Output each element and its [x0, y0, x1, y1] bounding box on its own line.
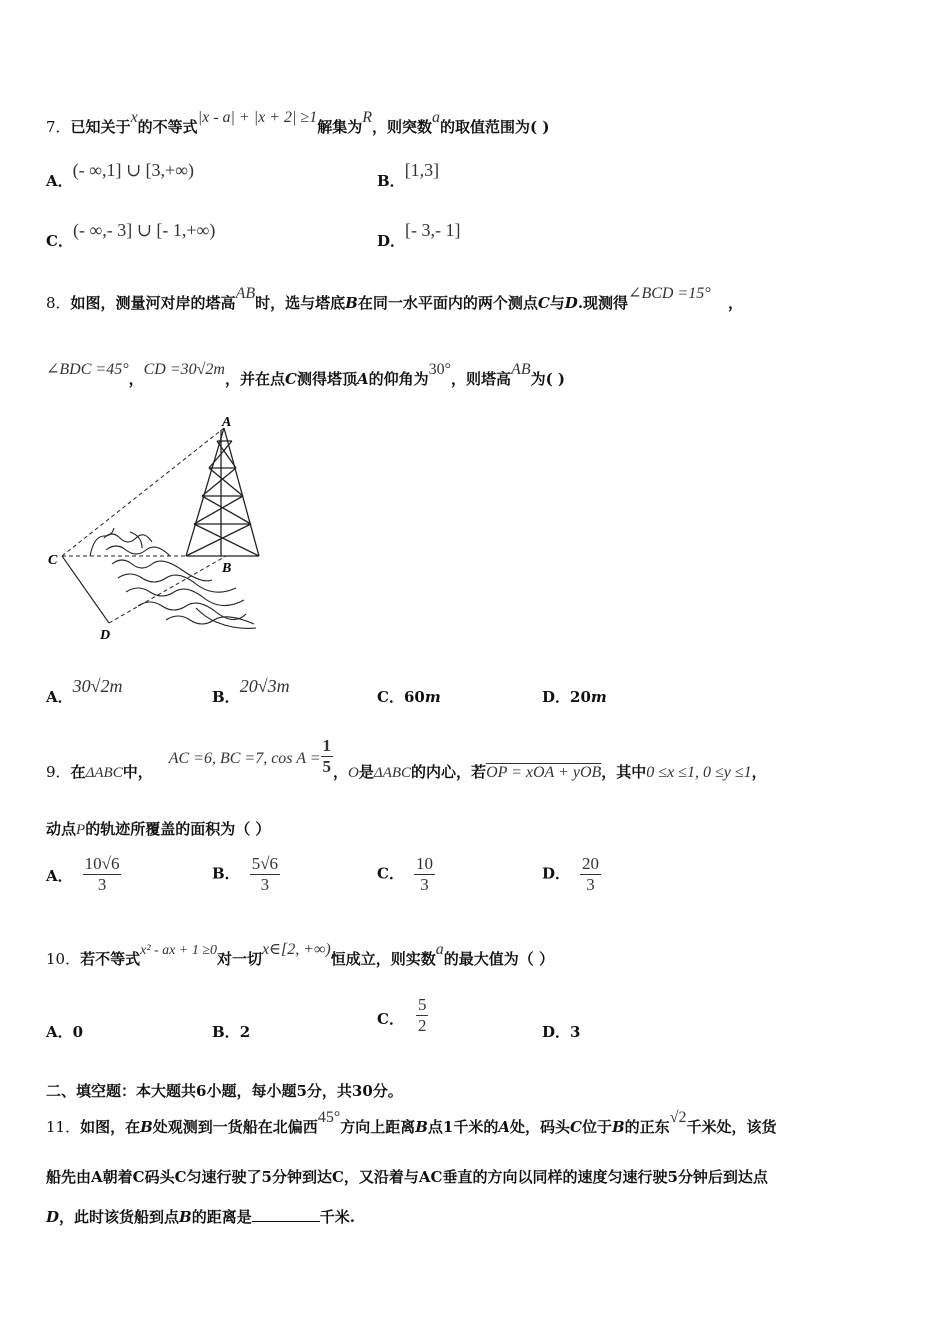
- frac-num: 10√6: [84, 854, 120, 873]
- q8-text: 在同一水平面内的两个测点: [357, 294, 538, 312]
- q11-text: 方向上距离: [340, 1118, 416, 1136]
- fig-label-a: A: [222, 415, 232, 430]
- q8-text: 测得塔顶: [296, 370, 357, 388]
- option-expr: [- 3,- 1]: [405, 220, 461, 240]
- q11-sqrt2: √2: [669, 1109, 687, 1126]
- option-label: C．: [377, 688, 404, 706]
- q11-text: 处观测到一货船在北偏西: [152, 1118, 318, 1136]
- q7-text: ，则突数: [371, 118, 432, 136]
- q9-text: 的轨迹所覆盖的面积为（ ）: [85, 820, 271, 838]
- q7-number: 7．: [46, 118, 71, 136]
- frac-den: 3: [420, 875, 429, 894]
- q10-var-a: a: [435, 941, 444, 958]
- q9-text: 动点: [46, 820, 77, 838]
- q11-var: B: [611, 1118, 625, 1136]
- frac-num: 20: [582, 854, 600, 873]
- frac-den: 5: [322, 757, 332, 776]
- frac-den: 3: [260, 875, 270, 894]
- frac-num: 5√6: [251, 854, 279, 873]
- q8-text: .现测得: [577, 294, 629, 312]
- q7-stem: [46, 109, 550, 137]
- q8-option-b[interactable]: [212, 676, 290, 707]
- q8-text: 为( ): [530, 370, 566, 388]
- q11-text: 的正东: [624, 1118, 670, 1136]
- q8-text: 时，选与塔底: [255, 294, 346, 312]
- q8-option-c[interactable]: [377, 686, 441, 707]
- q8-option-a[interactable]: [46, 676, 123, 707]
- option-label: B．: [212, 688, 240, 706]
- option-label: B．: [212, 864, 240, 883]
- option-label: D．: [542, 1023, 571, 1041]
- q10-text: 对一切: [217, 950, 263, 968]
- q9-triangle: ΔABC: [85, 764, 123, 781]
- option-label: A．: [46, 1023, 73, 1041]
- option-fraction: [250, 854, 280, 895]
- q9-var: P: [76, 822, 86, 838]
- option-label: D．: [542, 864, 571, 883]
- q9-option-d[interactable]: [542, 854, 601, 895]
- fig-label-b: B: [222, 561, 232, 576]
- option-label: A．: [46, 866, 73, 885]
- q8-tower-figure: [46, 408, 276, 648]
- fig-label-d: D: [100, 628, 111, 643]
- q11-angle: 45°: [317, 1109, 341, 1126]
- q9-vector-eq: OP = xOA + yOB: [486, 763, 602, 781]
- q9-text: ，: [751, 762, 767, 781]
- q8-option-d[interactable]: [542, 686, 607, 707]
- q11-text: 位于: [581, 1118, 612, 1136]
- q9-cos-fraction: [321, 736, 334, 777]
- q9-text: 是: [358, 762, 374, 781]
- option-fraction: [580, 854, 601, 895]
- q10-text: 若不等式: [80, 950, 141, 968]
- q7-text: 解集为: [317, 118, 363, 136]
- q11-text: 千米.: [319, 1208, 355, 1226]
- frac-den: 3: [586, 875, 595, 894]
- q10-inequality: x² - ax + 1 ≥0: [140, 943, 218, 958]
- option-expr: (- ∞,- 3] ∪ [- 1,+∞): [72, 220, 216, 240]
- q7-text: 已知关于: [70, 118, 131, 136]
- frac-num: 1: [322, 736, 332, 755]
- frac-num: 10: [415, 854, 433, 873]
- q8-angle-bcd: ∠BCD =15°: [628, 285, 711, 302]
- option-label: A．: [46, 172, 73, 190]
- q10-number: 10．: [46, 950, 81, 968]
- option-unit: m: [590, 688, 607, 706]
- option-expr: 2: [239, 1023, 251, 1041]
- option-fraction: [416, 995, 429, 1036]
- option-unit: m: [424, 688, 441, 706]
- q9-triangle: ΔABC: [373, 764, 412, 781]
- q8-text: 如图，测量河对岸的塔高: [70, 294, 236, 312]
- q8-text: ，并在点: [224, 370, 285, 388]
- q8-stem-line2: [46, 361, 566, 389]
- q8-var: AB: [235, 285, 256, 302]
- section-heading: 二、填空题：本大题共6小题，每小题5分，共30分。: [46, 1082, 403, 1100]
- q10-text: 恒成立，则实数: [330, 950, 436, 968]
- q8-text: ，: [128, 370, 144, 388]
- q8-var: B: [345, 294, 358, 312]
- q9-text: 在: [70, 762, 86, 781]
- option-expr: 60: [403, 688, 425, 706]
- q11-stem-line1: [46, 1109, 777, 1137]
- q7-option-a[interactable]: [46, 160, 195, 191]
- q9-text: ，: [333, 762, 349, 781]
- q10-stem: [46, 941, 554, 969]
- option-label: B．: [212, 1023, 240, 1041]
- q9-stem-line1: [46, 736, 767, 781]
- q9-var: O: [348, 764, 359, 781]
- frac-num: 5: [417, 995, 427, 1014]
- q11-number: 11．: [46, 1118, 81, 1136]
- q11-text: 千米处，该货: [686, 1118, 777, 1136]
- option-expr: 0: [72, 1023, 84, 1041]
- q8-elevation-angle: 30°: [428, 361, 452, 378]
- option-label: B．: [377, 172, 405, 190]
- q9-text: 的内心，若: [411, 762, 487, 781]
- q10-option-a[interactable]: [46, 1021, 83, 1042]
- q8-var: C: [537, 294, 550, 312]
- q8-var: A: [356, 370, 369, 388]
- q9-stem-line2: [46, 818, 270, 839]
- q7-text: 的取值范围为( ): [440, 118, 550, 136]
- frac-den: 2: [417, 1016, 427, 1035]
- q11-stem-line3: [46, 1206, 355, 1227]
- q9-option-c[interactable]: [377, 854, 435, 895]
- q9-text: 中，: [122, 762, 153, 781]
- q8-cd-length: CD =30√2m: [143, 361, 225, 378]
- q7-var-R: R: [362, 109, 372, 126]
- q9-option-b[interactable]: [212, 854, 280, 895]
- q11-var: B: [140, 1118, 153, 1136]
- q11-text: 点1千米的: [427, 1118, 499, 1136]
- tower-left-leg: [186, 428, 224, 556]
- option-label: A．: [46, 688, 73, 706]
- q11-text: ，此时该货船到点: [59, 1208, 180, 1226]
- q8-text: ，: [728, 294, 744, 312]
- q8-angle-bdc: ∠BDC =45°: [46, 361, 129, 378]
- q9-number: 9．: [46, 762, 71, 781]
- q8-text: 的仰角为: [368, 370, 429, 388]
- q11-var: D: [46, 1208, 60, 1226]
- option-expr: 20√3m: [239, 676, 290, 696]
- option-label: D．: [542, 688, 571, 706]
- option-label: D．: [377, 232, 406, 250]
- answer-blank[interactable]: [252, 1207, 320, 1222]
- q8-var: C: [285, 370, 297, 388]
- q7-var-a: a: [432, 109, 440, 126]
- q10-option-b[interactable]: [212, 1021, 250, 1042]
- option-label: C．: [46, 232, 73, 250]
- q8-number: 8．: [46, 294, 71, 312]
- option-fraction: [414, 854, 435, 895]
- q9-given: AC =6, BC =7, cos A =: [168, 749, 321, 767]
- option-expr: (- ∞,1] ∪ [3,+∞): [72, 160, 195, 180]
- option-expr: [1,3]: [404, 160, 440, 180]
- q10-option-d[interactable]: [542, 1021, 580, 1042]
- tower-right-leg: [224, 428, 259, 556]
- q7-option-d[interactable]: [377, 220, 461, 251]
- q11-var: B: [415, 1118, 428, 1136]
- q9-text: ，其中: [601, 762, 647, 781]
- q7-text: 的不等式: [137, 118, 198, 136]
- option-label: C．: [377, 864, 404, 883]
- frac-den: 3: [97, 875, 107, 894]
- option-expr: 30√2m: [72, 676, 123, 696]
- q10-domain: x∈[2, +∞): [262, 941, 331, 958]
- q8-text: 与: [549, 294, 565, 312]
- option-expr: 3: [570, 1023, 581, 1041]
- q8-stem-line1: [46, 285, 744, 313]
- q11-text: 处，码头: [510, 1118, 571, 1136]
- q7-option-c[interactable]: [46, 220, 216, 251]
- q7-inequality: |x - a| + |x + 2| ≥1: [197, 109, 318, 126]
- option-expr: 20: [570, 688, 591, 706]
- q7-var-x: x: [130, 109, 138, 126]
- q11-var: C: [570, 1118, 582, 1136]
- q8-var: D: [564, 294, 578, 312]
- q8-var: AB: [511, 361, 531, 378]
- fig-label-c: C: [48, 553, 58, 568]
- option-fraction: [83, 854, 122, 895]
- q10-option-c[interactable]: [377, 995, 428, 1036]
- q11-var: A: [498, 1118, 510, 1136]
- q10-text: 的最大值为（ ）: [443, 950, 554, 968]
- q7-option-b[interactable]: [377, 160, 440, 191]
- q9-range: 0 ≤x ≤1, 0 ≤y ≤1: [646, 763, 752, 781]
- q8-text: ，则塔高: [451, 370, 512, 388]
- q11-stem-line2: 船先由A朝着C码头C匀速行驶了5分钟到达C，又沿着与AC垂直的方向以同样的速度匀速行驶5分钟后到达点: [46, 1168, 768, 1186]
- q11-var: B: [179, 1208, 192, 1226]
- q11-text: 的距离是: [191, 1208, 252, 1226]
- q11-text: 如图，在: [80, 1118, 141, 1136]
- option-label: C．: [377, 1009, 404, 1028]
- q9-option-a[interactable]: [46, 854, 121, 895]
